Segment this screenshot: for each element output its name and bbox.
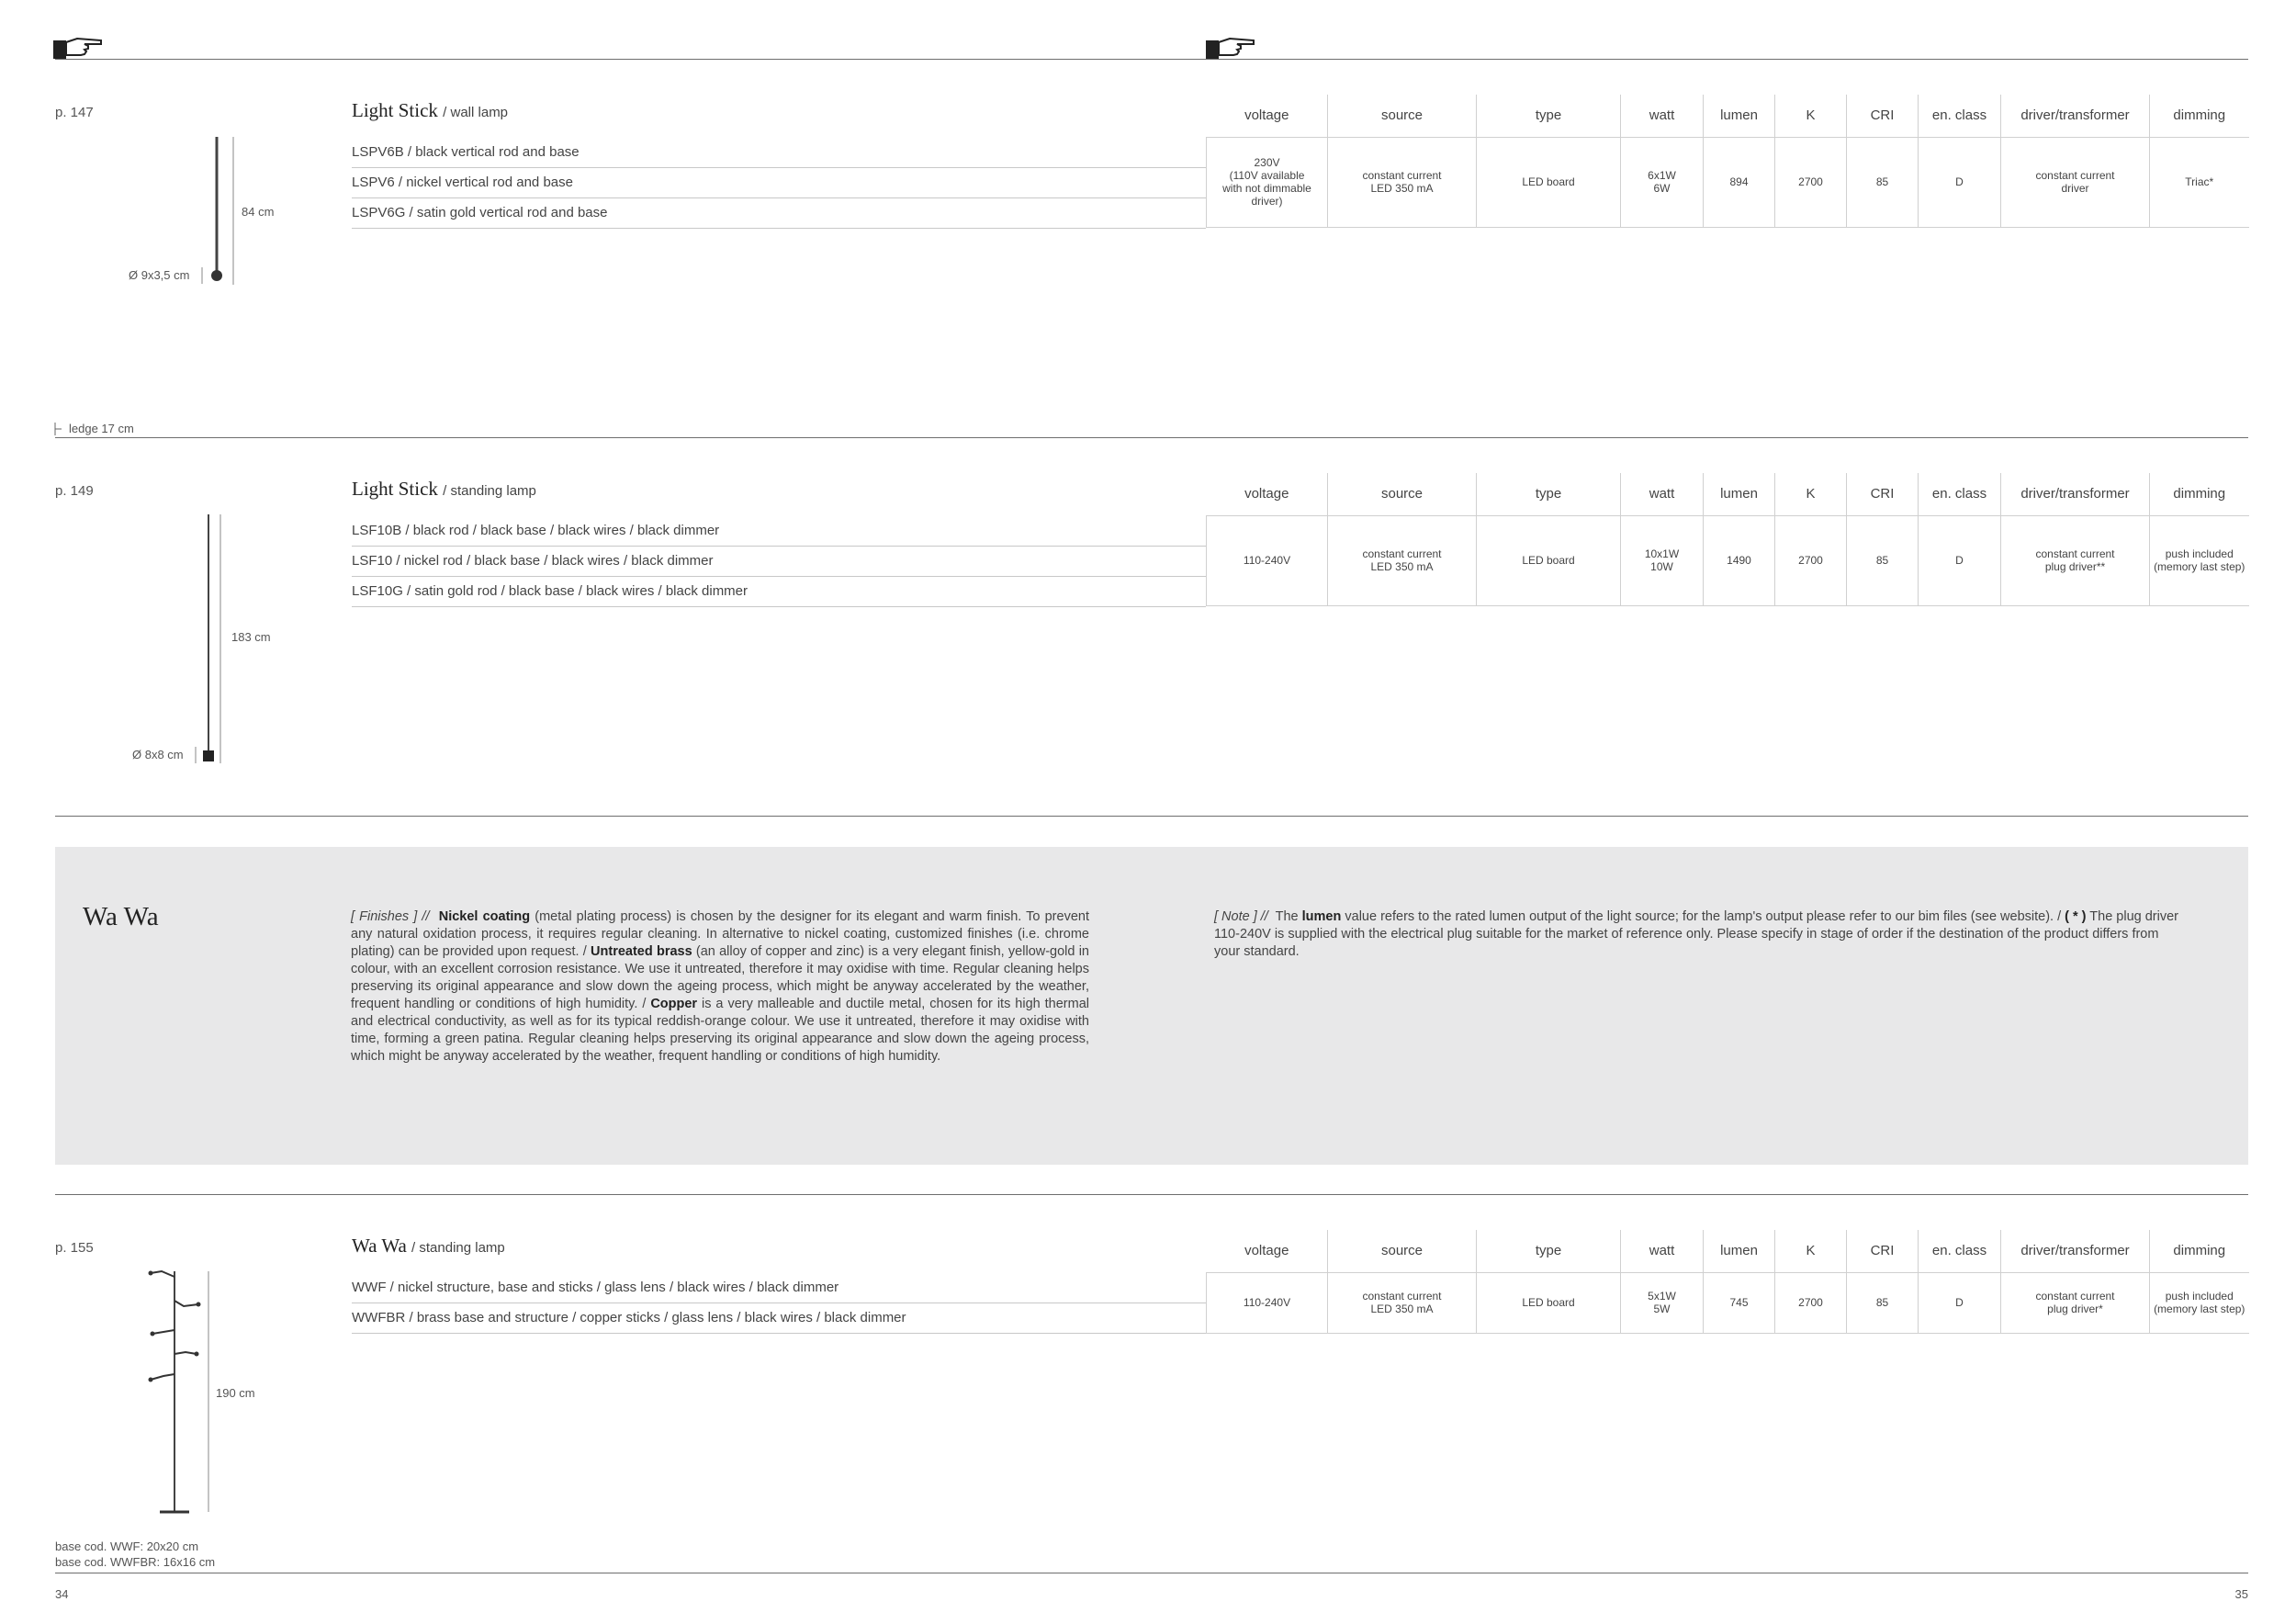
page-number-left: 34 <box>55 1587 69 1601</box>
spec-cri: 85 <box>1847 515 1919 605</box>
wawa-lamp-drawing <box>138 1266 220 1518</box>
base-dimension: base cod. WWF: 20x20 cm <box>55 1539 199 1553</box>
header-driver: driver/transformer <box>2001 1230 2150 1272</box>
spec-watt: 10x1W 10W <box>1621 515 1704 605</box>
spec-type: LED board <box>1477 137 1621 227</box>
spec-en-class: D <box>1919 515 2001 605</box>
header-voltage: voltage <box>1207 95 1328 137</box>
header-type: type <box>1477 95 1621 137</box>
base-dimension: Ø 9x3,5 cm <box>129 268 190 282</box>
spec-dimming: Triac* <box>2150 137 2249 227</box>
variant-list <box>352 138 1206 229</box>
spec-type: LED board <box>1477 1272 1621 1333</box>
height-dimension: 183 cm <box>231 630 271 644</box>
header-k: K <box>1775 95 1847 137</box>
product-name: Light Stick <box>352 478 438 500</box>
header-source: source <box>1328 473 1477 515</box>
pointing-hand-icon <box>1206 35 1257 59</box>
spec-row <box>1207 515 2249 605</box>
spec-table <box>1206 1230 2249 1334</box>
spec-source: constant current LED 350 mA <box>1328 515 1477 605</box>
height-dimension: 190 cm <box>216 1386 255 1400</box>
variant-item: LSF10B / black rod / black base / black wires / black dimmer <box>352 516 1206 547</box>
spec-watt: 5x1W 5W <box>1621 1272 1704 1333</box>
header-lumen: lumen <box>1704 95 1775 137</box>
header-k: K <box>1775 1230 1847 1272</box>
header-k: K <box>1775 473 1847 515</box>
header-driver: driver/transformer <box>2001 95 2150 137</box>
variant-item: LSPV6B / black vertical rod and base <box>352 138 1206 168</box>
spec-en-class: D <box>1919 1272 2001 1333</box>
spec-dimming: push included (memory last step) <box>2150 515 2249 605</box>
variant-item: WWF / nickel structure, base and sticks / glass lens / black wires / black dimmer <box>352 1273 1206 1303</box>
header-watt: watt <box>1621 473 1704 515</box>
spec-lumen: 894 <box>1704 137 1775 227</box>
header-lumen: lumen <box>1704 473 1775 515</box>
variant-item: LSF10G / satin gold rod / black base / black wires / black dimmer <box>352 577 1206 607</box>
spec-row <box>1207 137 2249 227</box>
spec-cri: 85 <box>1847 137 1919 227</box>
spec-k: 2700 <box>1775 515 1847 605</box>
spec-voltage: 230V (110V available with not dimmable driver) <box>1207 137 1328 227</box>
spec-source: constant current LED 350 mA <box>1328 1272 1477 1333</box>
header-voltage: voltage <box>1207 1230 1328 1272</box>
header-cri: CRI <box>1847 473 1919 515</box>
spec-voltage: 110-240V <box>1207 1272 1328 1333</box>
spec-type: LED board <box>1477 515 1621 605</box>
header-lumen: lumen <box>1704 1230 1775 1272</box>
variant-item: LSPV6 / nickel vertical rod and base <box>352 168 1206 198</box>
product-title <box>352 1235 505 1257</box>
header-en-class: en. class <box>1919 1230 2001 1272</box>
spec-lumen: 1490 <box>1704 515 1775 605</box>
spec-k: 2700 <box>1775 1272 1847 1333</box>
spec-dimming: push included (memory last step) <box>2150 1272 2249 1333</box>
top-rule <box>55 59 2248 60</box>
product-name: Wa Wa <box>352 1235 407 1257</box>
page-reference: p. 147 <box>55 105 94 120</box>
height-dimension: 84 cm <box>242 205 275 219</box>
spec-lumen: 745 <box>1704 1272 1775 1333</box>
base-dimension: base cod. WWFBR: 16x16 cm <box>55 1555 216 1569</box>
section-divider <box>55 437 2248 438</box>
ledge-marker-icon <box>53 422 64 436</box>
spec-table <box>1206 473 2249 606</box>
header-source: source <box>1328 1230 1477 1272</box>
spec-cri: 85 <box>1847 1272 1919 1333</box>
header-dimming: dimming <box>2150 1230 2249 1272</box>
pointing-hand-icon <box>53 35 105 59</box>
section-divider <box>55 1194 2248 1195</box>
finishes-text: [ Finishes ] // Nickel coating (metal plating process) is chosen by the designer for its elegant and warm finish. To prevent any natural oxidation process, it requires regular cleaning. In alternative to nickel coating, customized finishes (i.e. chrome plating) can be provided upon request. / Untreated brass (an alloy of copper and zinc) is a very elegant finish, yellow-gold in colour, with an excellent corrosion resistance. We use it untreated, therefore it may oxidise with time. Regular cleaning helps preserving its original appearance and slow down the ageing process, which might be anyway accelerated by the weather, frequent handling or conditions of high humidity. / Copper is a very malleable and ductile metal, chosen for its high thermal and electrical conductivity, as well as for its typical reddish-orange colour. We use it untreated, therefore it may oxidise with time, forming a green patina. Regular cleaning helps preserving its original appearance and slow down the ageing process, which might be anyway accelerated by the weather, frequent handling or conditions of high humidity. <box>351 909 1089 1064</box>
header-watt: watt <box>1621 1230 1704 1272</box>
header-voltage: voltage <box>1207 473 1328 515</box>
section-divider <box>55 816 2248 817</box>
header-driver: driver/transformer <box>2001 473 2150 515</box>
header-dimming: dimming <box>2150 473 2249 515</box>
header-source: source <box>1328 95 1477 137</box>
spec-voltage: 110-240V <box>1207 515 1328 605</box>
header-en-class: en. class <box>1919 95 2001 137</box>
spec-table <box>1206 95 2249 228</box>
header-dimming: dimming <box>2150 95 2249 137</box>
product-name: Light Stick <box>352 99 438 121</box>
page-number-right: 35 <box>2234 1587 2248 1601</box>
variant-item: LSPV6G / satin gold vertical rod and base <box>352 198 1206 229</box>
spec-driver: constant current plug driver* <box>2001 1272 2150 1333</box>
product-title <box>352 99 508 122</box>
spec-watt: 6x1W 6W <box>1621 137 1704 227</box>
product-subtitle: / wall lamp <box>443 105 509 120</box>
header-en-class: en. class <box>1919 473 2001 515</box>
spec-row <box>1207 1272 2249 1333</box>
header-watt: watt <box>1621 95 1704 137</box>
spec-source: constant current LED 350 mA <box>1328 137 1477 227</box>
variant-list <box>352 1273 1206 1334</box>
product-title <box>352 478 536 501</box>
info-panel-title: Wa Wa <box>83 902 159 931</box>
spec-driver: constant current driver <box>2001 137 2150 227</box>
note-text: [ Note ] // The lumen value refers to the rated lumen output of the light source; for the lamp's output please refer to our bim files (see website). / ( * ) The plug driver 110-240V is supplied with the electrical plug suitable for the market of reference only. Please specify in stage of order if the destination of the product differs from your standard. <box>1214 909 2178 959</box>
header-type: type <box>1477 1230 1621 1272</box>
variant-item: WWFBR / brass base and structure / copper sticks / glass lens / black wires / black dimmer <box>352 1303 1206 1334</box>
note-label: [ Note ] // <box>1214 909 1268 924</box>
header-cri: CRI <box>1847 1230 1919 1272</box>
header-type: type <box>1477 473 1621 515</box>
variant-list <box>352 516 1206 607</box>
spec-k: 2700 <box>1775 137 1847 227</box>
product-subtitle: / standing lamp <box>411 1240 505 1256</box>
spec-en-class: D <box>1919 137 2001 227</box>
page-reference: p. 155 <box>55 1240 94 1256</box>
header-cri: CRI <box>1847 95 1919 137</box>
standing-lamp-drawing <box>184 513 239 770</box>
wall-lamp-drawing <box>119 133 248 289</box>
product-subtitle: / standing lamp <box>443 483 536 499</box>
page-reference: p. 149 <box>55 483 94 499</box>
variant-item: LSF10 / nickel rod / black base / black wires / black dimmer <box>352 547 1206 577</box>
finishes-label: [ Finishes ] // <box>351 909 430 924</box>
ledge-dimension: ledge 17 cm <box>69 422 134 435</box>
base-dimension: Ø 8x8 cm <box>132 748 184 761</box>
spec-driver: constant current plug driver** <box>2001 515 2150 605</box>
